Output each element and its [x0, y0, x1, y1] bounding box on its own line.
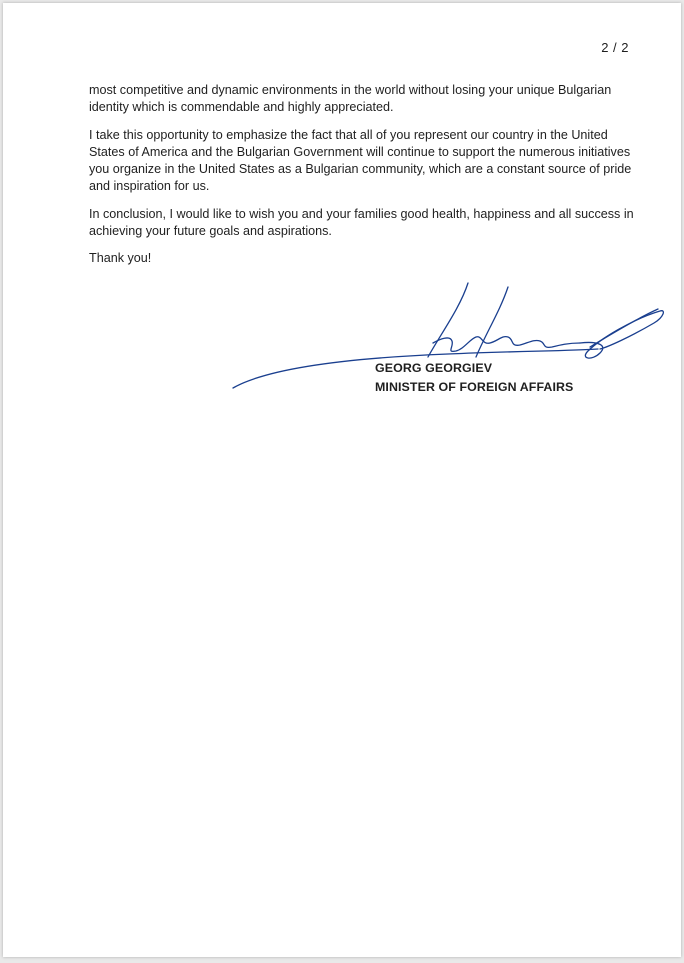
- letter-body: [89, 82, 634, 278]
- paragraph-1: most competitive and dynamic environments in the world without losing your unique Bulgarian identity which is commendable and highly appreciated.: [89, 83, 612, 115]
- paragraph-2: I take this opportunity to emphasize the fact that all of you represent our country in the United States of America and the Bulgarian Government will continue to support the numerous initiatives you organize in the United States as a Bulgarian community, which are a constant source of pride and inspiration for us.: [89, 127, 632, 194]
- paragraph-3: In conclusion, I would like to wish you and your families good health, happiness and all success in achieving your future goals and aspirations.: [89, 206, 634, 239]
- closing-line: Thank you!: [89, 251, 152, 266]
- signatory-name: GEORG GEORGIEV: [375, 361, 493, 375]
- document-page: [3, 3, 681, 957]
- signatory-block: [375, 359, 573, 397]
- signatory-title: MINISTER OF FOREIGN AFFAIRS: [375, 380, 574, 394]
- page-number: 2 / 2: [601, 40, 629, 55]
